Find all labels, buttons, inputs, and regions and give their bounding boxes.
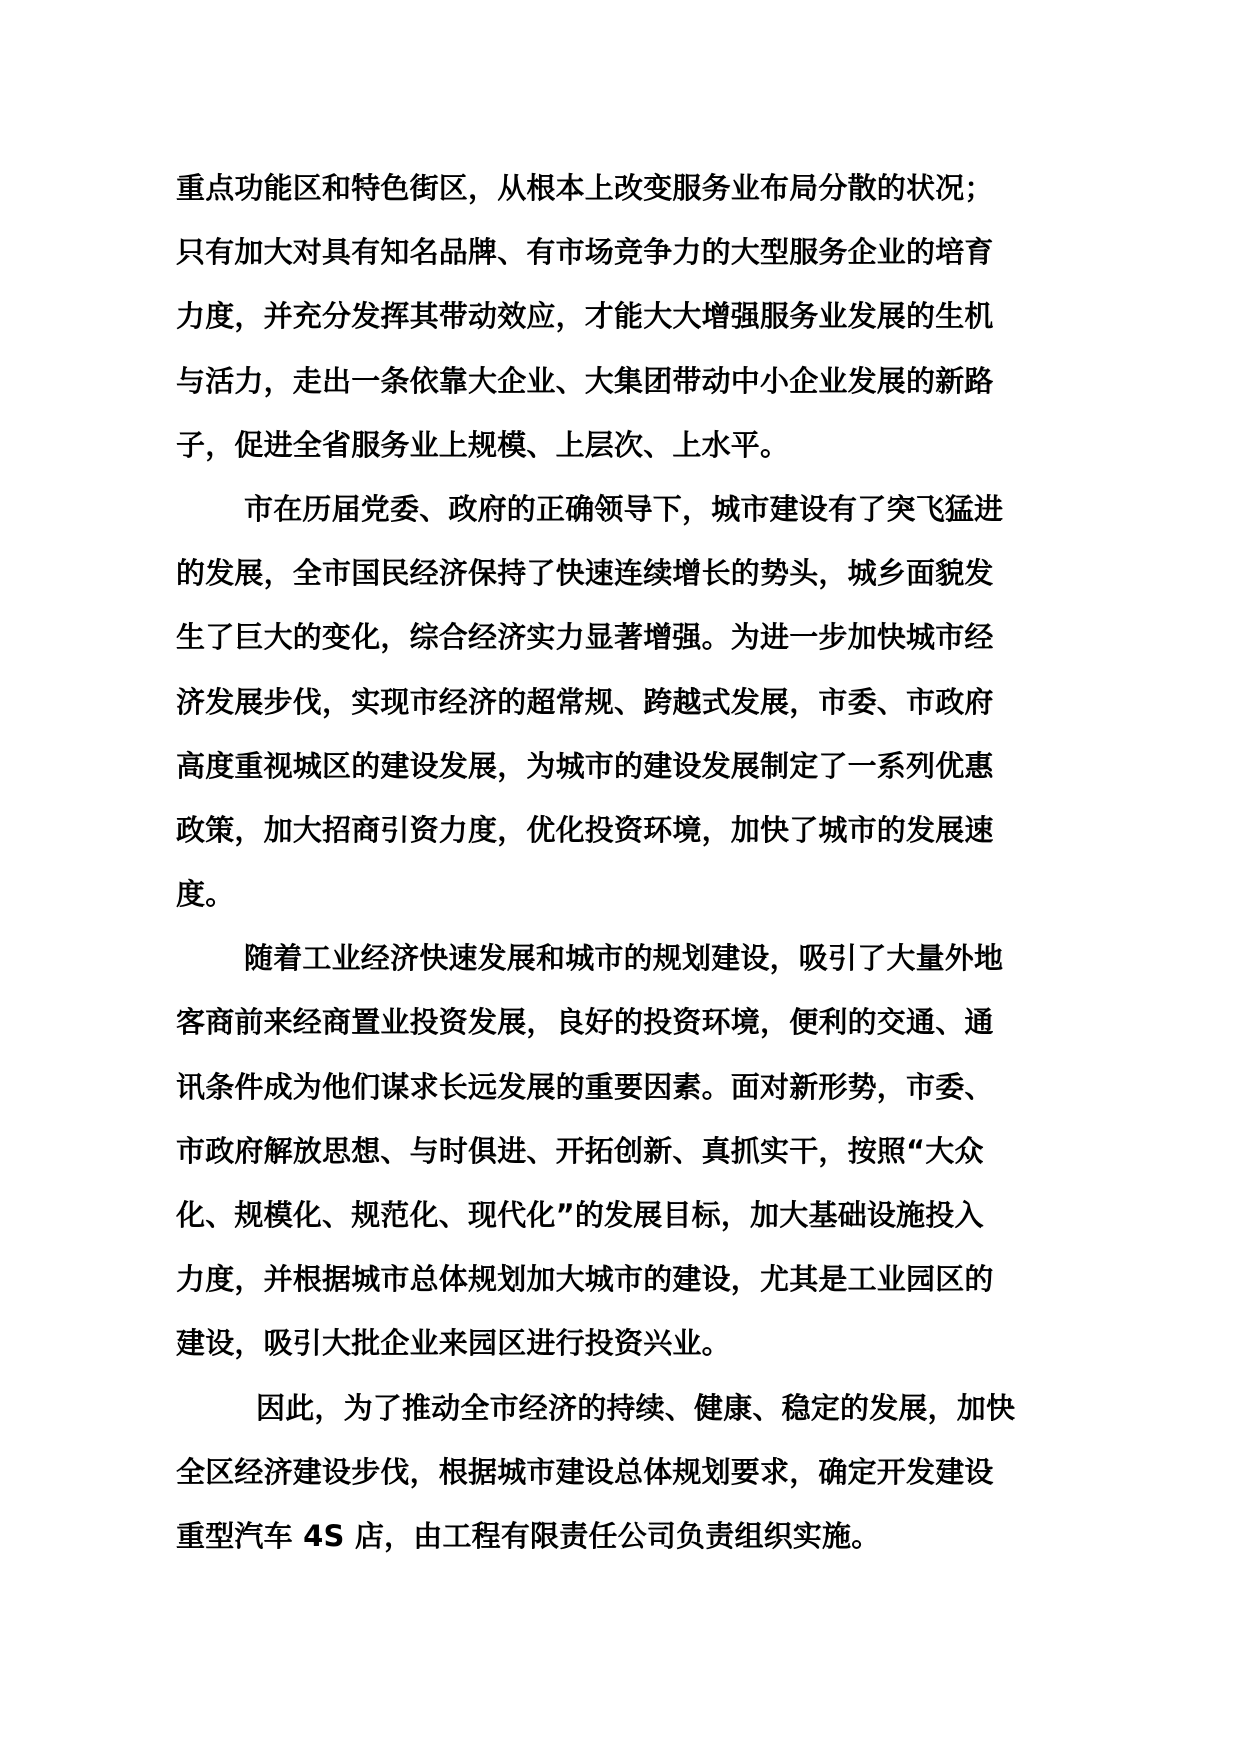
text-line: 只有加大对具有知名品牌、有市场竞争力的大型服务企业的培育 [176,235,994,270]
text-line: 因此，为了推动全市经济的持续、健康、稳定的发展，加快 [256,1390,1016,1425]
text-line: 生了巨大的变化，综合经济实力显著增强。为进一步加快城市经 [176,620,994,655]
text-line: 高度重视城区的建设发展，为城市的建设发展制定了一系列优惠 [176,748,994,783]
text-line: 讯条件成为他们谋求长远发展的重要因素。面对新形势，市委、 [176,1069,994,1104]
text-line: 力度，并充分发挥其带动效应，才能大大增强服务业发展的生机 [176,299,994,334]
text-line: 市政府解放思想、与时俱进、开拓创新、真抓实干，按照“大众 [176,1133,984,1168]
text-line: 化、规模化、规范化、现代化”的发展目标，加大基础设施投入 [176,1198,984,1232]
text-line: 重型汽车 4S 店，由工程有限责任公司负责组织实施。 [176,1518,881,1553]
text-line: 政策，加大招商引资力度，优化投资环境，加快了城市的发展速 [176,812,994,847]
text-line: 全区经济建设步伐，根据城市建设总体规划要求，确定开发建设 [176,1454,994,1489]
text-line: 济发展步伐，实现市经济的超常规、跨越式发展，市委、市政府 [176,684,994,719]
paragraph-investment-environment [176,926,1116,1375]
text-line: 与活力，走出一条依靠大企业、大集团带动中小企业发展的新路 [176,363,994,398]
paragraph-project-conclusion [176,1376,1116,1569]
text-line: 建设，吸引大批企业来园区进行投资兴业。 [176,1326,731,1361]
paragraph-service-industry [176,156,1116,477]
body-text [176,156,1116,1568]
text-line: 重点功能区和特色街区，从根本上改变服务业布局分散的状况； [176,171,994,205]
text-line: 力度，并根据城市总体规划加大城市的建设，尤其是工业园区的 [176,1262,994,1297]
text-line: 随着工业经济快速发展和城市的规划建设，吸引了大量外地 [244,941,1004,976]
text-line: 子，促进全省服务业上规模、上层次、上水平。 [176,427,790,462]
text-line: 市在历届党委、政府的正确领导下，城市建设有了突飞猛进 [244,491,1004,526]
text-line: 客商前来经商置业投资发展，良好的投资环境，便利的交通、通 [176,1005,994,1040]
text-line: 的发展，全市国民经济保持了快速连续增长的势头，城乡面貌发 [176,556,994,591]
text-line: 度。 [176,877,235,912]
paragraph-city-construction [176,477,1116,926]
